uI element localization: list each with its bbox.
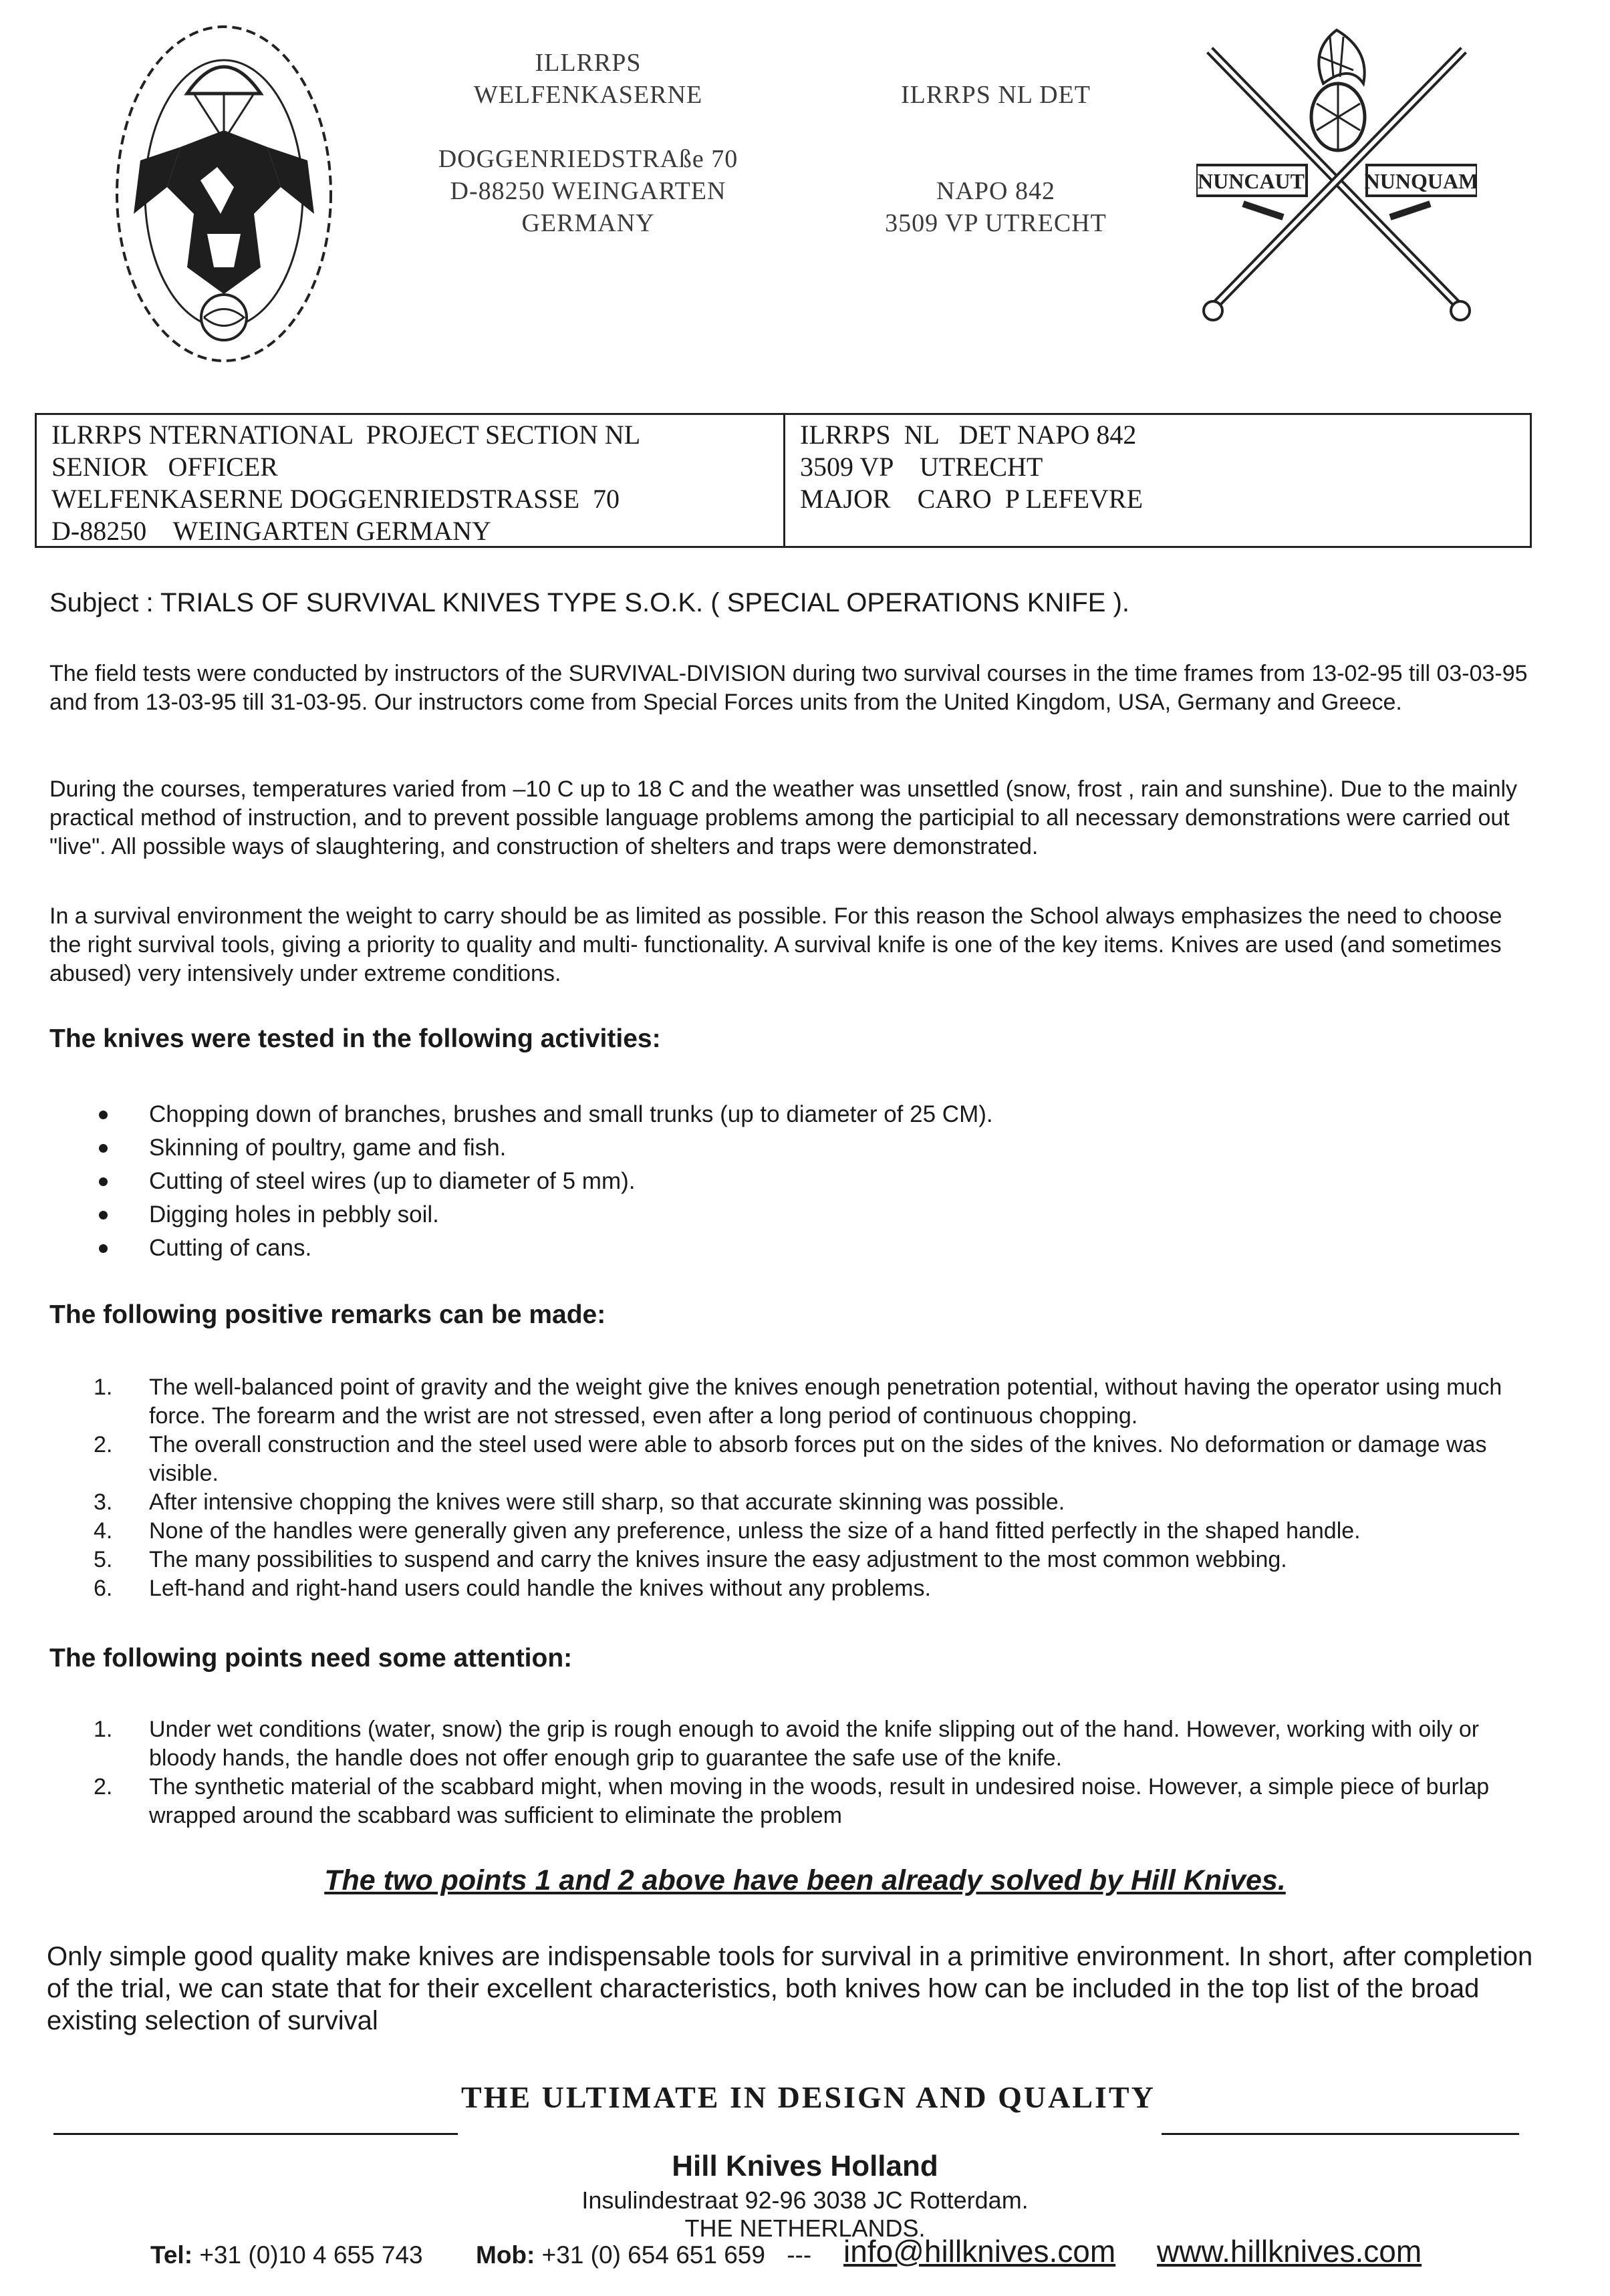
- list-item-text: Left-hand and right-hand users could handle the knives without any problems.: [149, 1576, 931, 1601]
- list-item-text: Under wet conditions (water, snow) the grip is rough enough to avoid the knife slipping out of the hand. However, working with oily or bloody hands, the handle does not offer enough grip to guarantee the safe use of the knife.: [149, 1717, 1480, 1771]
- tagline-rule-left: [53, 2133, 458, 2135]
- tel-number: +31 (0)10 4 655 743: [199, 2241, 423, 2269]
- sender-line: 3509 VP UTRECHT: [800, 452, 1043, 482]
- list-item-text: Cutting of steel wires (up to diameter of 5 mm).: [149, 1168, 636, 1194]
- list-number: 3.: [94, 1489, 113, 1515]
- list-item: [94, 1546, 1537, 1574]
- bullet-icon: [99, 1177, 108, 1186]
- phone-contact: [150, 2241, 423, 2269]
- bullet-icon: [99, 1211, 108, 1219]
- company-name: Hill Knives Holland: [672, 2150, 938, 2182]
- list-number: 1.: [94, 1375, 113, 1400]
- list-item-text: The synthetic material of the scabbard might, when moving in the woods, result in undesired noise. However, a simple piece of burlap wrapped around the scabbard was sufficient to eliminate the problem: [149, 1774, 1490, 1828]
- solved-notice: The two points 1 and 2 above have been already solved by Hill Knives.: [324, 1864, 1286, 1896]
- closing-paragraph: Only simple good quality make knives are indispensable tools for survival in a primitive environment. In short, after completion of the trial, we can state that for their excellent characteristics, both knives how can be included in the top list of the broad existing selection of survival: [47, 1942, 1533, 2035]
- school-emblem-icon: [100, 13, 348, 374]
- email-link[interactable]: info@hillknives.com: [843, 2234, 1116, 2269]
- company-country: THE NETHERLANDS.: [684, 2214, 926, 2242]
- subject-line: Subject : TRIALS OF SURVIVAL KNIVES TYPE S.O.K. ( SPECIAL OPERATIONS KNIFE ).: [49, 588, 1130, 617]
- list-item: [94, 1773, 1537, 1830]
- section-heading: The following points need some attention:: [49, 1644, 573, 1673]
- list-item: [94, 1715, 1537, 1773]
- list-item: [94, 1373, 1537, 1431]
- section-heading: The following positive remarks can be made:: [49, 1300, 606, 1329]
- list-item: [94, 1165, 993, 1198]
- list-item-text: Cutting of cans.: [149, 1235, 312, 1261]
- paragraph: During the courses, temperatures varied from –10 C up to 18 C and the weather was unsettled (snow, frost , rain and sunshine). Due to the mainly practical method of instruction, and to prevent possible language problems among the participial to all necessary demonstrations were carried out "live". All possible ways of slaughtering, and construction of shelters and traps were demonstrated.: [49, 776, 1518, 859]
- list-item-text: None of the handles were generally given any preference, unless the size of a hand fitted perfectly in the shaped handle.: [149, 1518, 1361, 1544]
- right-address-line: NAPO 842: [936, 177, 1055, 205]
- sender-line: ILRRPS NL DET NAPO 842: [800, 420, 1137, 450]
- address-box: [35, 413, 1532, 548]
- sender-address: [785, 415, 1530, 546]
- section-heading: The knives were tested in the following activities:: [49, 1024, 661, 1053]
- banner-left-text: NUNCAUT: [1198, 169, 1305, 193]
- separator: ---: [787, 2241, 812, 2269]
- list-item-text: After intensive chopping the knives were still sharp, so that accurate skinning was possible.: [149, 1489, 1065, 1515]
- tel-label: Tel:: [150, 2241, 193, 2269]
- list-item: [94, 1488, 1537, 1517]
- list-number: 5.: [94, 1547, 113, 1572]
- list-item: [94, 1232, 993, 1265]
- paragraph: The field tests were conducted by instructors of the SURVIVAL-DIVISION during two survival courses in the time frames from 13-02-95 till 03-03-95 and from 13-03-95 till 31-03-95. Our instructors come from Special Forces units from the United Kingdom, USA, Germany and Greece.: [49, 661, 1528, 715]
- list-item-text: The overall construction and the steel used were able to absorb forces put on the sides of the knives. No deformation or damage was visible.: [149, 1432, 1487, 1486]
- company-address: Insulindestraat 92-96 3038 JC Rotterdam.: [581, 2186, 1029, 2214]
- list-number: 1.: [94, 1717, 113, 1742]
- list-item-text: The many possibilities to suspend and carry the knives insure the easy adjustment to the most common webbing.: [149, 1547, 1287, 1572]
- website-link[interactable]: www.hillknives.com: [1157, 2234, 1422, 2269]
- list-number: 4.: [94, 1518, 113, 1544]
- paragraph: In a survival environment the weight to carry should be as limited as possible. For this reason the School always emphasizes the need to choose the right survival tools, giving a priority to quality and multi- functionality. A survival knife is one of the key items. Knives are used (and sometimes abused) very intensively under extreme conditions.: [49, 903, 1502, 986]
- list-number: 6.: [94, 1576, 113, 1601]
- list-number: 2.: [94, 1432, 113, 1457]
- left-address-line: ILLRRPS: [535, 49, 642, 77]
- list-item: [94, 1517, 1537, 1546]
- left-address-line: DOGGENRIEDSTRAße 70: [438, 145, 739, 173]
- bullet-icon: [99, 1111, 108, 1119]
- school-emblem-logo: [100, 13, 348, 374]
- left-address-line: GERMANY: [521, 209, 655, 237]
- activities-list: [94, 1098, 993, 1265]
- list-item-text: Digging holes in pebbly soil.: [149, 1201, 439, 1228]
- recipient-line: ILRRPS NTERNATIONAL PROJECT SECTION NL: [51, 420, 641, 450]
- mob-label: Mob:: [476, 2241, 535, 2269]
- list-item: [94, 1574, 1537, 1603]
- crossed-swords-logo: [1196, 10, 1477, 341]
- right-address-line: 3509 VP UTRECHT: [885, 209, 1107, 237]
- left-address-line: D-88250 WEINGARTEN: [450, 177, 726, 205]
- list-item: [94, 1431, 1537, 1488]
- attention-points-list: [94, 1715, 1537, 1830]
- tagline: THE ULTIMATE IN DESIGN AND QUALITY: [461, 2080, 1156, 2114]
- recipient-line: D-88250 WEINGARTEN GERMANY: [51, 516, 491, 546]
- list-number: 2.: [94, 1774, 113, 1800]
- list-item-text: Chopping down of branches, brushes and small trunks (up to diameter of 25 CM).: [149, 1101, 993, 1127]
- website-link-wrap: [1157, 2233, 1422, 2269]
- list-item-text: The well-balanced point of gravity and the weight give the knives enough penetration potential, without having the operator using much force. The forearm and the wrist are not stressed, even after a long period of continuous chopping.: [149, 1375, 1502, 1429]
- right-header-address: [822, 79, 1170, 239]
- sender-line: MAJOR CARO P LEFEVRE: [800, 484, 1144, 514]
- crossed-swords-grenade-icon: [1196, 10, 1477, 341]
- left-address-line: WELFENKASERNE: [473, 81, 703, 109]
- list-item: [94, 1131, 993, 1165]
- bullet-icon: [99, 1144, 108, 1153]
- mob-number: +31 (0) 654 651 659: [541, 2241, 765, 2269]
- list-item-text: Skinning of poultry, game and fish.: [149, 1135, 507, 1161]
- left-header-address: [374, 47, 802, 239]
- recipient-address: [37, 415, 785, 546]
- tagline-rule-right: [1162, 2133, 1519, 2135]
- bullet-icon: [99, 1244, 108, 1253]
- banner-right-text: NUNQUAM: [1364, 169, 1477, 193]
- mobile-contact: [476, 2241, 811, 2269]
- list-item: [94, 1098, 993, 1131]
- email-link-wrap: [843, 2233, 1115, 2269]
- recipient-line: WELFENKASERNE DOGGENRIEDSTRASSE 70: [51, 484, 620, 514]
- right-address-line: ILRRPS NL DET: [901, 81, 1091, 109]
- recipient-line: SENIOR OFFICER: [51, 452, 278, 482]
- list-item: [94, 1198, 993, 1232]
- positive-remarks-list: [94, 1373, 1537, 1603]
